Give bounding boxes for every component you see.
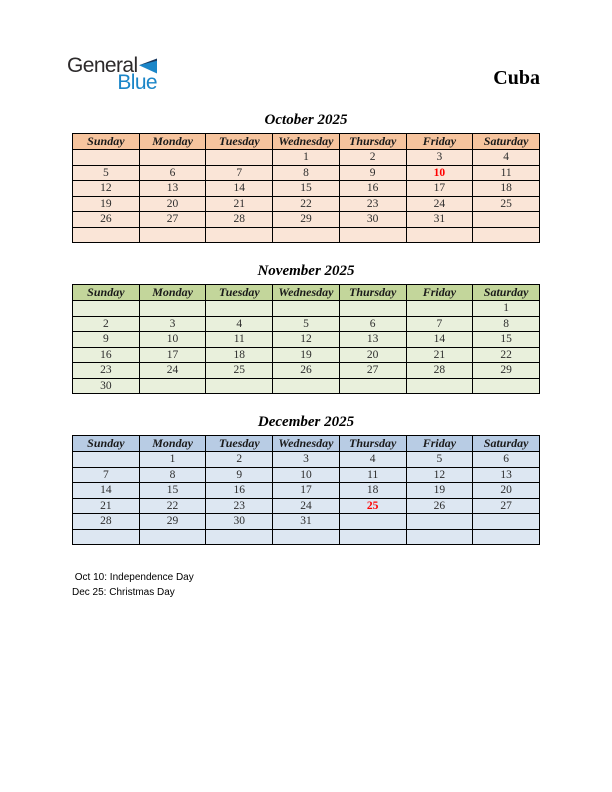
day-cell: 27 bbox=[139, 212, 206, 228]
day-cell: 21 bbox=[406, 347, 473, 363]
day-cell: 23 bbox=[73, 363, 140, 379]
day-cell: 24 bbox=[139, 363, 206, 379]
week-row bbox=[73, 378, 540, 394]
weekday-header: Thursday bbox=[339, 285, 406, 301]
weekday-header: Tuesday bbox=[206, 436, 273, 452]
weekday-header-row bbox=[73, 436, 540, 452]
empty-day-cell bbox=[206, 150, 273, 166]
day-cell: 5 bbox=[273, 316, 340, 332]
day-cell: 15 bbox=[473, 332, 540, 348]
day-cell: 24 bbox=[406, 196, 473, 212]
weekday-header: Saturday bbox=[473, 134, 540, 150]
empty-day-cell bbox=[206, 529, 273, 545]
empty-day-cell bbox=[339, 529, 406, 545]
day-cell: 17 bbox=[273, 483, 340, 499]
empty-day-cell bbox=[139, 301, 206, 317]
empty-day-cell bbox=[473, 514, 540, 530]
empty-day-cell bbox=[339, 514, 406, 530]
day-cell: 5 bbox=[73, 165, 140, 181]
day-cell: 28 bbox=[406, 363, 473, 379]
empty-day-cell bbox=[473, 227, 540, 243]
day-cell: 14 bbox=[406, 332, 473, 348]
week-row bbox=[73, 212, 540, 228]
month-section-december bbox=[72, 412, 540, 545]
day-cell: 3 bbox=[273, 452, 340, 468]
day-cell: 16 bbox=[73, 347, 140, 363]
empty-day-cell bbox=[73, 452, 140, 468]
day-cell: 19 bbox=[273, 347, 340, 363]
day-cell: 29 bbox=[273, 212, 340, 228]
day-cell: 3 bbox=[406, 150, 473, 166]
week-row bbox=[73, 332, 540, 348]
day-cell: 26 bbox=[73, 212, 140, 228]
day-cell: 19 bbox=[406, 483, 473, 499]
day-cell: 15 bbox=[139, 483, 206, 499]
day-cell: 25 bbox=[206, 363, 273, 379]
day-cell: 13 bbox=[339, 332, 406, 348]
day-cell: 18 bbox=[206, 347, 273, 363]
empty-day-cell bbox=[473, 529, 540, 545]
week-row bbox=[73, 181, 540, 197]
holiday-legend bbox=[72, 571, 540, 600]
day-cell: 5 bbox=[406, 452, 473, 468]
day-cell: 3 bbox=[139, 316, 206, 332]
week-row bbox=[73, 529, 540, 545]
day-cell: 7 bbox=[73, 467, 140, 483]
empty-day-cell bbox=[139, 150, 206, 166]
empty-day-cell bbox=[339, 227, 406, 243]
day-cell: 27 bbox=[339, 363, 406, 379]
day-cell: 13 bbox=[473, 467, 540, 483]
day-cell: 31 bbox=[406, 212, 473, 228]
empty-day-cell bbox=[139, 227, 206, 243]
month-section-october bbox=[72, 110, 540, 243]
week-row bbox=[73, 165, 540, 181]
empty-day-cell bbox=[273, 378, 340, 394]
day-cell: 7 bbox=[406, 316, 473, 332]
calendar-column bbox=[72, 110, 540, 600]
day-cell: 10 bbox=[139, 332, 206, 348]
week-row bbox=[73, 227, 540, 243]
empty-day-cell bbox=[206, 301, 273, 317]
day-cell: 8 bbox=[473, 316, 540, 332]
day-cell: 2 bbox=[73, 316, 140, 332]
month-table-december bbox=[72, 435, 540, 545]
week-row bbox=[73, 498, 540, 514]
weekday-header: Wednesday bbox=[273, 436, 340, 452]
week-row bbox=[73, 514, 540, 530]
empty-day-cell bbox=[273, 301, 340, 317]
day-cell: 15 bbox=[273, 181, 340, 197]
day-cell: 4 bbox=[206, 316, 273, 332]
day-cell: 8 bbox=[273, 165, 340, 181]
day-cell: 20 bbox=[139, 196, 206, 212]
day-cell: 2 bbox=[339, 150, 406, 166]
week-row bbox=[73, 483, 540, 499]
week-row bbox=[73, 363, 540, 379]
empty-day-cell bbox=[206, 378, 273, 394]
empty-day-cell bbox=[206, 227, 273, 243]
weekday-header-row bbox=[73, 285, 540, 301]
week-row bbox=[73, 452, 540, 468]
weekday-header: Saturday bbox=[473, 285, 540, 301]
day-cell: 12 bbox=[73, 181, 140, 197]
empty-day-cell bbox=[73, 529, 140, 545]
weekday-header: Sunday bbox=[73, 134, 140, 150]
day-cell: 21 bbox=[73, 498, 140, 514]
empty-day-cell bbox=[406, 378, 473, 394]
day-cell: 20 bbox=[339, 347, 406, 363]
day-cell: 17 bbox=[139, 347, 206, 363]
day-cell: 6 bbox=[339, 316, 406, 332]
holiday-day-cell: 10 bbox=[406, 165, 473, 181]
month-title: December 2025 bbox=[257, 414, 355, 430]
day-cell: 23 bbox=[339, 196, 406, 212]
day-cell: 14 bbox=[73, 483, 140, 499]
week-row bbox=[73, 196, 540, 212]
day-cell: 26 bbox=[406, 498, 473, 514]
day-cell: 11 bbox=[339, 467, 406, 483]
day-cell: 22 bbox=[139, 498, 206, 514]
month-table-november bbox=[72, 284, 540, 394]
empty-day-cell bbox=[139, 378, 206, 394]
empty-day-cell bbox=[406, 227, 473, 243]
day-cell: 1 bbox=[273, 150, 340, 166]
month-section-november bbox=[72, 261, 540, 394]
weekday-header-row bbox=[73, 134, 540, 150]
day-cell: 1 bbox=[473, 301, 540, 317]
day-cell: 22 bbox=[473, 347, 540, 363]
weekday-header: Friday bbox=[406, 285, 473, 301]
day-cell: 30 bbox=[339, 212, 406, 228]
weekday-header: Sunday bbox=[73, 436, 140, 452]
week-row bbox=[73, 347, 540, 363]
weekday-header: Saturday bbox=[473, 436, 540, 452]
general-blue-logo bbox=[67, 55, 157, 93]
day-cell: 9 bbox=[339, 165, 406, 181]
day-cell: 18 bbox=[339, 483, 406, 499]
day-cell: 6 bbox=[139, 165, 206, 181]
weekday-header: Tuesday bbox=[206, 285, 273, 301]
month-table-october bbox=[72, 133, 540, 243]
day-cell: 8 bbox=[139, 467, 206, 483]
weekday-header: Monday bbox=[139, 436, 206, 452]
day-cell: 10 bbox=[273, 467, 340, 483]
day-cell: 29 bbox=[473, 363, 540, 379]
logo-word-general: General bbox=[67, 54, 138, 77]
weekday-header: Thursday bbox=[339, 436, 406, 452]
week-row bbox=[73, 301, 540, 317]
day-cell: 29 bbox=[139, 514, 206, 530]
day-cell: 4 bbox=[473, 150, 540, 166]
empty-day-cell bbox=[73, 301, 140, 317]
day-cell: 22 bbox=[273, 196, 340, 212]
day-cell: 9 bbox=[73, 332, 140, 348]
empty-day-cell bbox=[73, 150, 140, 166]
weekday-header: Friday bbox=[406, 134, 473, 150]
day-cell: 26 bbox=[273, 363, 340, 379]
weekday-header: Monday bbox=[139, 285, 206, 301]
day-cell: 28 bbox=[73, 514, 140, 530]
day-cell: 28 bbox=[206, 212, 273, 228]
weekday-header: Tuesday bbox=[206, 134, 273, 150]
weekday-header: Wednesday bbox=[273, 285, 340, 301]
day-cell: 27 bbox=[473, 498, 540, 514]
month-title: November 2025 bbox=[257, 263, 355, 279]
day-cell: 1 bbox=[139, 452, 206, 468]
holiday-day-cell: 25 bbox=[339, 498, 406, 514]
day-cell: 11 bbox=[473, 165, 540, 181]
day-cell: 4 bbox=[339, 452, 406, 468]
empty-day-cell bbox=[339, 301, 406, 317]
week-row bbox=[73, 316, 540, 332]
day-cell: 31 bbox=[273, 514, 340, 530]
day-cell: 13 bbox=[139, 181, 206, 197]
legend-line: Oct 10: Independence Day bbox=[72, 572, 194, 583]
empty-day-cell bbox=[73, 227, 140, 243]
empty-day-cell bbox=[339, 378, 406, 394]
day-cell: 7 bbox=[206, 165, 273, 181]
day-cell: 25 bbox=[473, 196, 540, 212]
day-cell: 12 bbox=[273, 332, 340, 348]
day-cell: 18 bbox=[473, 181, 540, 197]
empty-day-cell bbox=[273, 227, 340, 243]
day-cell: 24 bbox=[273, 498, 340, 514]
weekday-header: Friday bbox=[406, 436, 473, 452]
day-cell: 12 bbox=[406, 467, 473, 483]
empty-day-cell bbox=[473, 212, 540, 228]
day-cell: 23 bbox=[206, 498, 273, 514]
weekday-header: Monday bbox=[139, 134, 206, 150]
empty-day-cell bbox=[406, 529, 473, 545]
day-cell: 21 bbox=[206, 196, 273, 212]
month-title: October 2025 bbox=[264, 112, 348, 128]
page-title-country: Cuba bbox=[493, 67, 540, 89]
day-cell: 6 bbox=[473, 452, 540, 468]
legend-line: Dec 25: Christmas Day bbox=[72, 586, 175, 598]
weekday-header: Sunday bbox=[73, 285, 140, 301]
day-cell: 9 bbox=[206, 467, 273, 483]
empty-day-cell bbox=[473, 378, 540, 394]
week-row bbox=[73, 150, 540, 166]
week-row bbox=[73, 467, 540, 483]
empty-day-cell bbox=[273, 529, 340, 545]
logo-word-blue: Blue bbox=[117, 71, 157, 94]
weekday-header: Wednesday bbox=[273, 134, 340, 150]
day-cell: 17 bbox=[406, 181, 473, 197]
day-cell: 20 bbox=[473, 483, 540, 499]
day-cell: 11 bbox=[206, 332, 273, 348]
empty-day-cell bbox=[406, 301, 473, 317]
day-cell: 30 bbox=[206, 514, 273, 530]
day-cell: 2 bbox=[206, 452, 273, 468]
empty-day-cell bbox=[139, 529, 206, 545]
day-cell: 16 bbox=[339, 181, 406, 197]
day-cell: 16 bbox=[206, 483, 273, 499]
day-cell: 14 bbox=[206, 181, 273, 197]
empty-day-cell bbox=[406, 514, 473, 530]
day-cell: 30 bbox=[73, 378, 140, 394]
weekday-header: Thursday bbox=[339, 134, 406, 150]
day-cell: 19 bbox=[73, 196, 140, 212]
